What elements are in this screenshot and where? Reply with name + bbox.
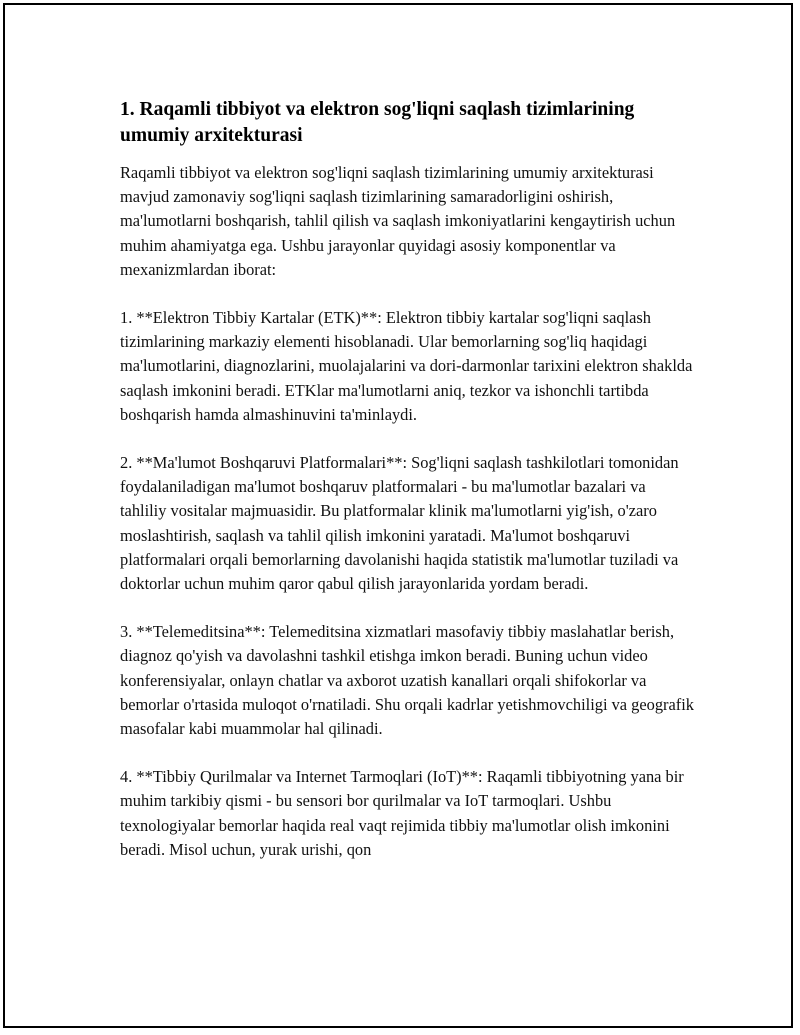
paragraph-etk: 1. **Elektron Tibbiy Kartalar (ETK)**: Elektron tibbiy kartalar sog'liqni saqlash tizimlarining markaziy elementi hisoblanadi. Ular bemorlarning sog'liq haqidagi ma'lumotlarini, diagnozlarini, muolajalarini va dori-darmonlar tarixini elektron shaklda saqlash imkonini beradi. ETKlar ma'lumotlarni aniq, tezkor va ishonchli tartibda boshqarish hamda almashinuvini ta'minlaydi. [120,308,693,424]
paragraph-telemedicine: 3. **Telemeditsina**: Telemeditsina xizmatlari masofaviy tibbiy maslahatlar berish, diagnoz qo'yish va davolashni tashkil etishga imkon beradi. Buning uchun video konferensiyalar, onlayn chatlar va axborot uzatish kanallari orqali shifokorlar va bemorlar o'rtasida muloqot o'rnatiladi. Shu orqali kadrlar yetishmovchiligi va geografik masofalar kabi muammolar hal qilinadi. [120,622,694,739]
intro-paragraph: Raqamli tibbiyot va elektron sog'liqni saqlash tizimlarining umumiy arxitekturasi mavjud zamonaviy sog'liqni saqlash tizimlarining samaradorligini oshirish, ma'lumotlarni boshqarish, tahlil qilish va saqlash imkoniyatlarini kengaytirish uchun muhim ahamiyatga ega. Ushbu jarayonlar quyidagi asosiy komponentlar va mexanizmlardan iborat: [120,163,676,279]
paragraph-data-platforms: 2. **Ma'lumot Boshqaruvi Platformalari**: Sog'liqni saqlash tashkilotlari tomonidan foydalaniladigan ma'lumot boshqaruv platformalari - bu ma'lumotlar bazalari va tahliliy vositalar majmuasidir. Bu platformalar klinik ma'lumotlarni yig'ish, o'zaro moslashtirish, saqlash va tahlil qilish imkonini yaratadi. Ma'lumot boshqaruvi platformalari orqali bemorlarning davolanishi haqida statistik ma'lumotlar tuziladi va doktorlar uchun muhim qaror qabul qilish jarayonlarida yordam beradi. [120,453,679,594]
document-page [3,3,793,1028]
document-body [120,97,695,886]
section-heading: 1. Raqamli tibbiyot va elektron sog'liqni saqlash tizimlarining umumiy arxitekturasi [120,99,635,146]
paragraph-iot: 4. **Tibbiy Qurilmalar va Internet Tarmoqlari (IoT)**: Raqamli tibbiyotning yana bir muhim tarkibiy qismi - bu sensori bor qurilmalar va IoT tarmoqlari. Ushbu texnologiyalar bemorlar haqida real vaqt rejimida tibbiy ma'lumotlar olish imkonini beradi. Misol uchun, yurak urishi, qon [120,767,684,859]
